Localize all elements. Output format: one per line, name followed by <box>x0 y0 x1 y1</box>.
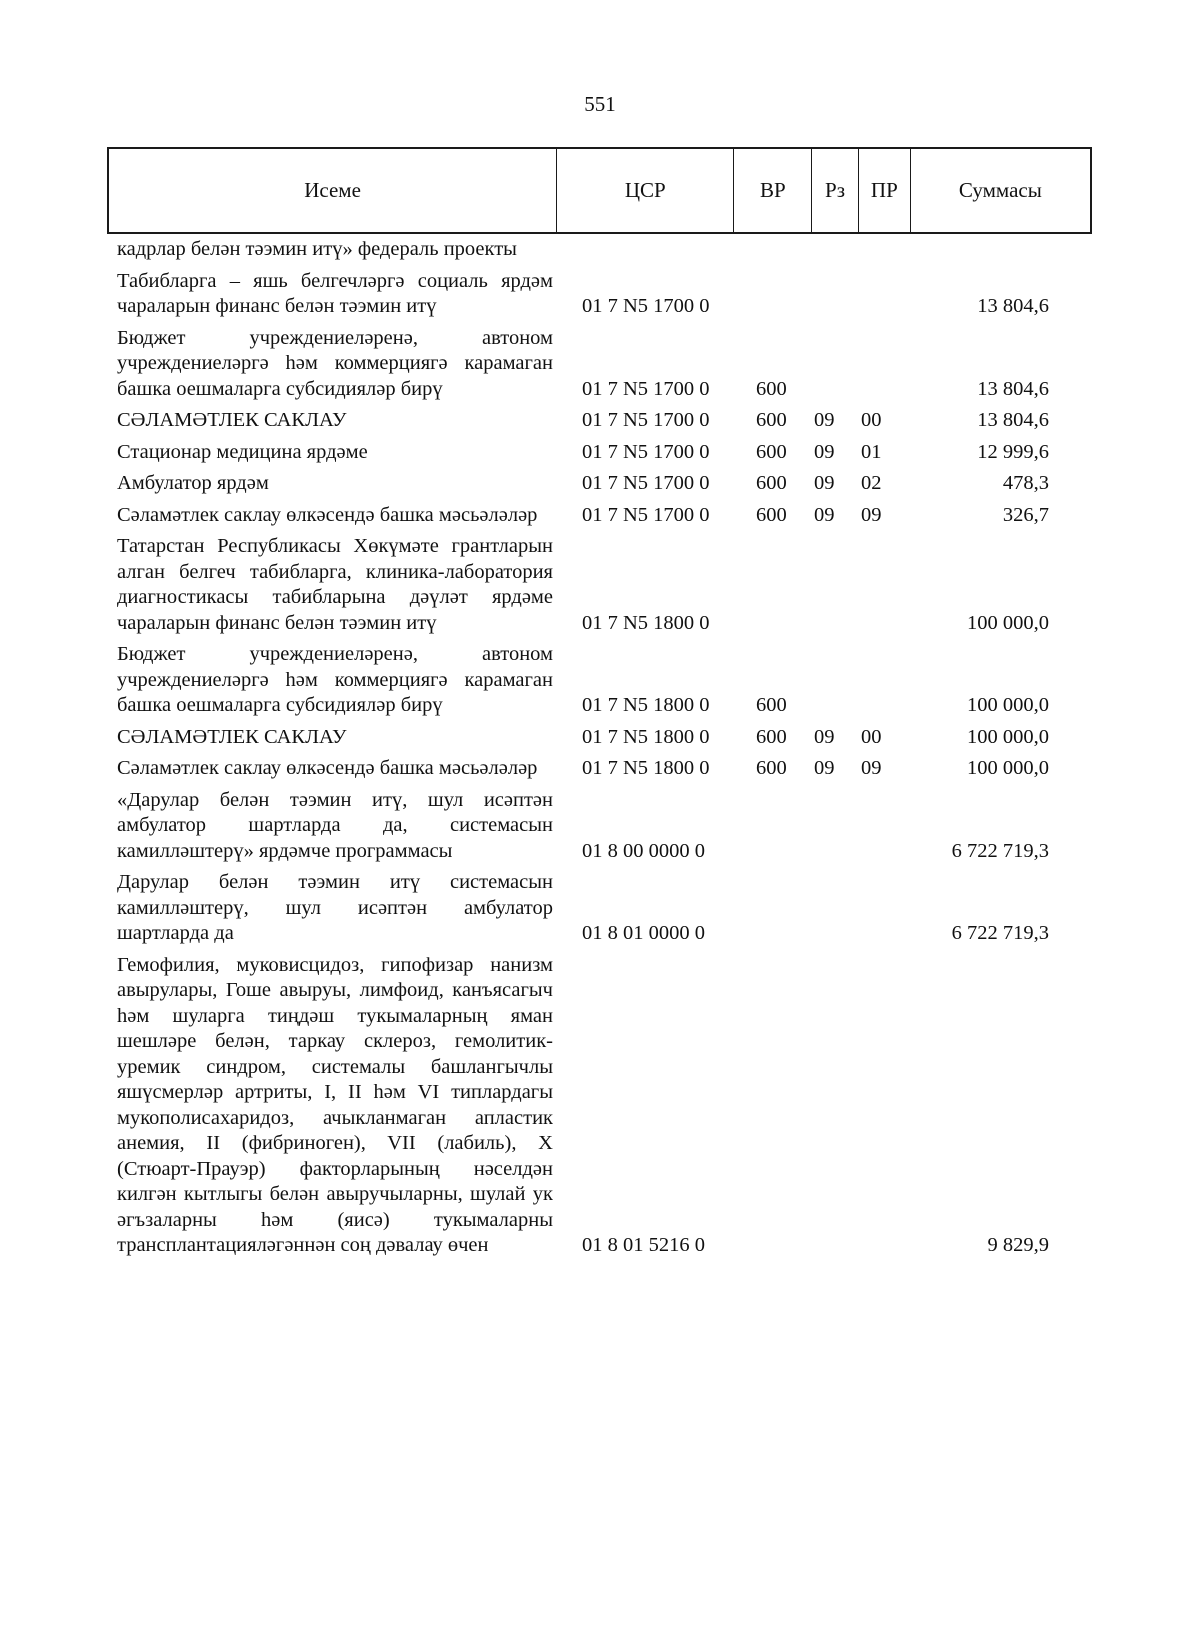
cell-sum: 12 999,6 <box>977 440 1049 463</box>
table-row <box>117 408 1097 434</box>
table-row <box>117 269 1097 320</box>
header-sum: Суммасы <box>958 178 1042 202</box>
cell-csr: 01 8 00 0000 0 <box>582 839 705 862</box>
cell-csr: 01 7 N5 1700 0 <box>582 440 710 463</box>
cell-sum: 478,3 <box>1002 472 1049 494</box>
cell-name: Сәламәтлек саклау өлкәсендә башка мәсьәләләр <box>117 503 538 526</box>
cell-pr: 00 <box>861 409 882 431</box>
cell-name: Дарулар белән тәэмин итү системасын камилләштерү, шул исәптән амбулатор шартларда да <box>117 871 553 944</box>
cell-pr: 02 <box>861 472 882 494</box>
cell-csr: 01 7 N5 1800 0 <box>582 757 710 779</box>
cell-sum: 100 000,0 <box>967 725 1049 748</box>
table-header <box>107 147 1092 234</box>
cell-name: «Дарулар белән тәэмин итү, шул исәптән амбулатор шартларда да, системасын камилләштерү» ярдәмче программасы <box>117 788 553 862</box>
cell-pr: 01 <box>861 440 882 463</box>
cell-csr: 01 7 N5 1700 0 <box>582 295 710 317</box>
table-row <box>117 756 1097 782</box>
header-vr: ВР <box>734 149 812 232</box>
header-pr: ПР <box>859 149 911 232</box>
cell-sum: 13 804,6 <box>977 409 1049 431</box>
cell-sum: 9 829,9 <box>987 1234 1049 1256</box>
cell-sum: 6 722 719,3 <box>951 922 1049 944</box>
table-row <box>117 503 1097 529</box>
cell-sum: 13 804,6 <box>977 295 1049 317</box>
cell-name: Амбулатор ярдәм <box>117 472 269 494</box>
cell-csr: 01 7 N5 1700 0 <box>582 377 710 400</box>
cell-sum: 100 000,0 <box>967 757 1049 779</box>
cell-name: СӘЛАМӘТЛЕК САКЛАУ <box>117 725 347 748</box>
cell-vr: 600 <box>756 725 787 748</box>
cell-pr: 09 <box>861 503 882 526</box>
cell-name: Бюджет учреждениеләренә, автоном учреждениеләргә һәм коммерциягә карамаган башка оешмаларга субсидияләр бирү <box>117 326 553 400</box>
cell-vr: 600 <box>756 377 787 400</box>
cell-sum: 326,7 <box>1002 503 1049 526</box>
cell-rz: 09 <box>814 472 835 494</box>
cell-csr: 01 7 N5 1800 0 <box>582 611 710 634</box>
cell-sum: 100 000,0 <box>967 611 1049 634</box>
cell-rz: 09 <box>814 409 835 431</box>
cell-vr: 600 <box>756 440 787 463</box>
cell-name: Татарстан Республикасы Хөкүмәте грантларын алган белгеч табибларга, клиника-лаборатория диагностикасы табибларына дәүләт ярдәме чараларын финанс белән тәэмин итү <box>117 535 553 634</box>
header-name: Исеме <box>109 149 557 232</box>
table-row <box>117 237 1097 263</box>
cell-rz: 09 <box>814 757 835 779</box>
cell-pr: 09 <box>861 757 882 779</box>
cell-sum: 6 722 719,3 <box>951 839 1049 862</box>
table-row <box>117 725 1097 751</box>
table-row <box>117 642 1097 719</box>
table-body <box>117 237 1097 1265</box>
cell-vr: 600 <box>756 694 787 716</box>
cell-sum: 13 804,6 <box>977 377 1049 400</box>
cell-name: Сәламәтлек саклау өлкәсендә башка мәсьәләләр <box>117 757 538 779</box>
cell-name: кадрлар белән тәэмин итү» федераль проекты <box>117 238 517 260</box>
table-row <box>117 326 1097 403</box>
cell-csr: 01 7 N5 1700 0 <box>582 409 710 431</box>
cell-csr: 01 7 N5 1700 0 <box>582 472 710 494</box>
cell-name: Бюджет учреждениеләренә, автоном учреждениеләргә һәм коммерциягә карамаган башка оешмаларга субсидияләр бирү <box>117 643 553 716</box>
cell-vr: 600 <box>756 757 787 779</box>
table-row <box>117 440 1097 466</box>
cell-vr: 600 <box>756 409 787 431</box>
table-row <box>117 953 1097 1259</box>
cell-vr: 600 <box>756 503 787 526</box>
cell-rz: 09 <box>814 725 835 748</box>
cell-csr: 01 7 N5 1700 0 <box>582 503 710 526</box>
table-row <box>117 534 1097 636</box>
cell-name: Стационар медицина ярдәме <box>117 440 368 463</box>
header-csr: ЦСР <box>557 149 734 232</box>
table-row <box>117 788 1097 865</box>
header-rz: Рз <box>812 149 859 232</box>
cell-sum: 100 000,0 <box>967 694 1049 716</box>
cell-csr: 01 7 N5 1800 0 <box>582 725 710 748</box>
cell-rz: 09 <box>814 503 835 526</box>
cell-rz: 09 <box>814 440 835 463</box>
cell-csr: 01 7 N5 1800 0 <box>582 694 710 716</box>
cell-name: СӘЛАМӘТЛЕК САКЛАУ <box>117 409 347 431</box>
table-row <box>117 471 1097 497</box>
table-row <box>117 870 1097 947</box>
cell-name: Табибларга – яшь белгечләргә социаль ярдәм чараларын финанс белән тәэмин итү <box>117 269 553 317</box>
cell-name: Гемофилия, муковисцидоз, гипофизар нанизм авырулары, Гоше авыруы, лимфоид, канъясагыч һәм шуларга тиңдәш тукымаларның яман шешләре белән, таркау склероз, гемолитик-уремик синдром, системалы башлангычлы яшүсмерләр артриты, I, II һәм VI типлардагы мукополисахаридоз, ачыкланмаган апластик анемия, II (фибриноген), VII (лабиль), X (Стюарт-Прауэр) факторларының нәселдән килгән кытлыгы белән авыручыларны, шулай ук әгъзаларны һәм (яисә) тукымаларны трансплантацияләгәннән соң дәвалау өчен <box>117 953 553 1256</box>
cell-csr: 01 8 01 0000 0 <box>582 922 705 944</box>
cell-vr: 600 <box>756 472 787 494</box>
cell-csr: 01 8 01 5216 0 <box>582 1234 705 1256</box>
page-number: 551 <box>584 92 616 116</box>
cell-pr: 00 <box>861 725 882 748</box>
